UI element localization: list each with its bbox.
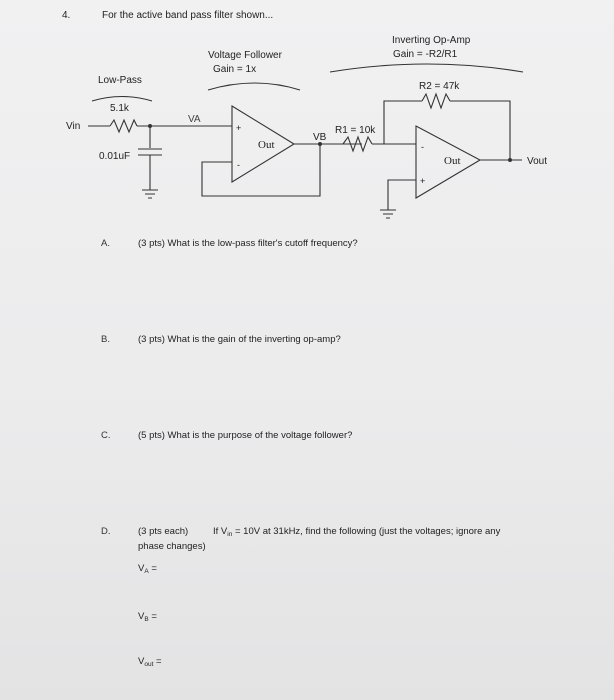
va-label: VA (188, 114, 201, 125)
part-d-condition: If $V_{in} = 10V$ at 31kHz, find the following (just the voltages; ignore any (213, 526, 501, 538)
question-number: 4. (62, 10, 71, 21)
vin-label: Vin (66, 121, 81, 132)
resistor-5k1-icon (110, 120, 137, 132)
answer-vout: $V_{out}$ = (138, 656, 162, 668)
inverting-title: Inverting Op-Amp (392, 35, 471, 46)
low-pass-label: Low-Pass (98, 75, 142, 86)
va-junction-dot (148, 124, 152, 128)
vout-label: Vout (527, 156, 548, 167)
question-prompt: For the active band pass filter shown... (102, 10, 274, 21)
band-pass-circuit-diagram (0, 0, 614, 230)
capacitor-label: 0.01uF (99, 151, 131, 162)
opamp2-plus-wire (388, 180, 416, 210)
feedback1-wire (202, 144, 320, 196)
opamp2-minus-sign: - (421, 142, 424, 152)
answer-vb: $V_B$ = (138, 611, 157, 623)
opamp2-plus-sign: + (420, 176, 426, 186)
ground-icon (142, 190, 158, 198)
opamp2-out-label: Out (444, 155, 461, 167)
part-d-letter: D. (101, 526, 111, 537)
voltage-follower-gain: Gain = 1x (213, 64, 257, 75)
part-d-condition-line2: phase changes) (138, 541, 206, 552)
voltage-follower-title: Voltage Follower (208, 50, 282, 61)
inverting-brace (330, 64, 523, 72)
r2-right-wire (450, 101, 510, 160)
opamp1-out-label: Out (258, 139, 275, 151)
ground-icon (380, 210, 396, 218)
opamp1-plus-sign: + (236, 123, 242, 133)
part-d-points: (3 pts each) (138, 526, 189, 537)
capacitor-icon (138, 149, 162, 155)
opamp1-minus-sign: - (237, 160, 240, 170)
part-c-question: (5 pts) What is the purpose of the voltage follower? (138, 430, 353, 441)
answer-va: $V_A$ = (138, 563, 157, 575)
part-b-question: (3 pts) What is the gain of the inverting op-amp? (138, 334, 341, 345)
r2-label: R2 = 47k (419, 81, 460, 92)
vb-label: VB (313, 132, 327, 143)
resistor-r2-icon (422, 94, 450, 108)
low-pass-brace (92, 97, 152, 102)
r-low-label: 5.1k (110, 103, 129, 114)
part-c-letter: C. (101, 430, 111, 441)
voltage-follower-brace (208, 83, 300, 90)
r1-label: R1 = 10k (335, 125, 376, 136)
part-b-letter: B. (101, 334, 110, 345)
vout-junction-dot (508, 158, 512, 162)
inverting-gain: Gain = -R2/R1 (393, 49, 458, 60)
part-a-question: (3 pts) What is the low-pass filter's cutoff frequency? (138, 238, 358, 249)
part-a-letter: A. (101, 238, 110, 249)
